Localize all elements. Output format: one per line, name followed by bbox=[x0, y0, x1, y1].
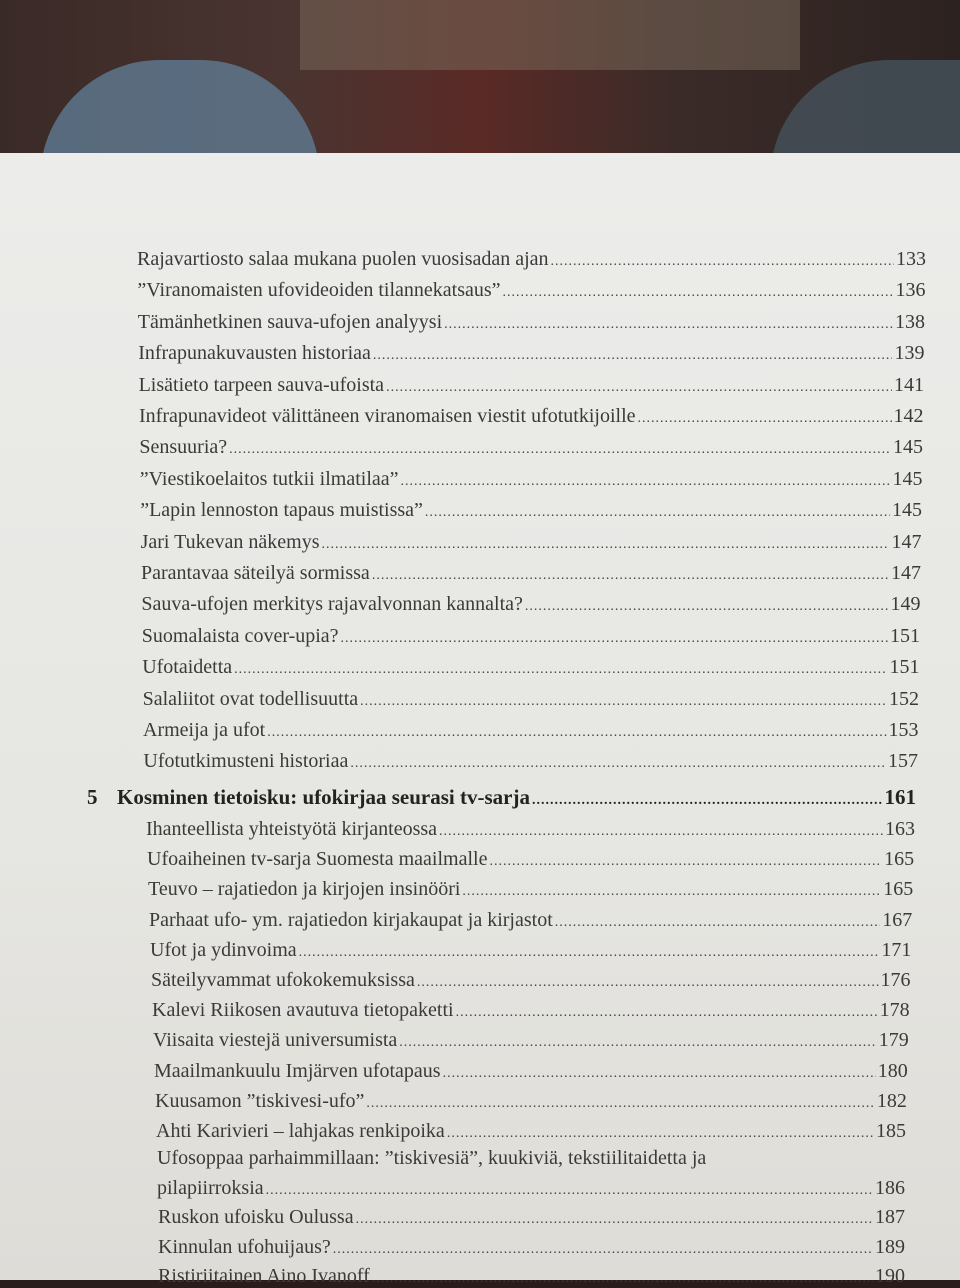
toc-entry-page: 185 bbox=[876, 1120, 906, 1142]
dot-leader bbox=[447, 1120, 874, 1143]
toc-entry-title: Kuusamon ”tiskivesi-ufo” bbox=[155, 1089, 365, 1112]
dot-leader bbox=[372, 1265, 873, 1288]
toc-entry-page: 182 bbox=[876, 1089, 907, 1112]
dot-leader bbox=[321, 531, 889, 554]
toc-entry-title: Ihanteellista yhteistyötä kirjanteossa bbox=[146, 818, 438, 840]
dot-leader bbox=[489, 848, 882, 871]
toc-entry-page: 152 bbox=[888, 687, 919, 710]
toc-entry[interactable] bbox=[146, 818, 915, 841]
toc-entry-title: ”Viestikoelaitos tutkii ilmatilaa” bbox=[139, 467, 399, 490]
toc-entry-title: Infrapunakuvausten historiaa bbox=[138, 342, 371, 365]
toc-entry[interactable] bbox=[157, 1177, 905, 1200]
toc-entry[interactable] bbox=[147, 848, 914, 871]
dot-leader bbox=[234, 656, 887, 679]
toc-entry-page: 153 bbox=[888, 719, 919, 741]
toc-entry[interactable] bbox=[87, 785, 916, 810]
toc-entry-title: Salaliitot ovat todellisuutta bbox=[142, 687, 359, 710]
photo-background bbox=[0, 0, 960, 160]
toc-entry-title: Ristiriitainen Aino Ivanoff bbox=[158, 1265, 370, 1287]
toc-entry-title: Sauva-ufojen merkitys rajavalvonnan kannalta? bbox=[141, 593, 523, 616]
chapter-number: 5 bbox=[87, 785, 98, 809]
toc-entry-page: 145 bbox=[892, 436, 923, 459]
toc-entry-title: Rajavartiosto salaa mukana puolen vuosisadan ajan bbox=[137, 248, 549, 270]
toc-entry-page: 165 bbox=[884, 848, 915, 871]
dot-leader bbox=[525, 593, 889, 616]
toc-entry-title: Kinnulan ufohuijaus? bbox=[158, 1235, 331, 1258]
toc-entry-page: 163 bbox=[885, 818, 915, 840]
dot-leader bbox=[350, 750, 886, 773]
dot-leader bbox=[366, 1090, 874, 1113]
toc-entry-title: Ufot ja ydinvoima bbox=[150, 938, 297, 961]
dot-leader bbox=[462, 878, 881, 901]
toc-entry-title: Kalevi Riikosen avautuva tietopaketti bbox=[152, 999, 454, 1022]
toc-entry-title: Ahti Karivieri – lahjakas renkipoika bbox=[156, 1120, 445, 1142]
toc-entry-page: 186 bbox=[875, 1177, 905, 1199]
toc-entry[interactable] bbox=[142, 656, 919, 679]
toc-entry-title: Teuvo – rajatiedon ja kirjojen insinööri bbox=[148, 878, 461, 901]
toc-entry-page: 151 bbox=[889, 624, 920, 647]
toc-entry-title: Ufotutkimusteni historiaa bbox=[143, 750, 349, 773]
toc-entry[interactable] bbox=[138, 311, 925, 334]
toc-entry[interactable] bbox=[142, 625, 920, 648]
toc-entry-title: Lisätieto tarpeen sauva-ufoista bbox=[138, 373, 385, 396]
toc-entry-title: Maailmankuulu Imjärven ufotapaus bbox=[154, 1059, 441, 1082]
toc-entry[interactable] bbox=[138, 342, 924, 365]
toc-entry-page: 189 bbox=[875, 1235, 905, 1258]
toc-entry-title: Tämänhetkinen sauva-ufojen analyysi bbox=[137, 310, 443, 333]
toc-entry-title: Infrapunavideot välittäneen viranomaisen viestit ufotutkijoille bbox=[139, 405, 636, 427]
toc-entry-page: 180 bbox=[877, 1059, 908, 1082]
toc-entry-page: 190 bbox=[875, 1265, 905, 1287]
toc-entry-page: 147 bbox=[891, 562, 921, 584]
toc-entry-page: 178 bbox=[879, 999, 910, 1022]
toc-entry[interactable] bbox=[137, 248, 926, 271]
toc-entry[interactable] bbox=[158, 1206, 905, 1229]
toc-entry-page: 167 bbox=[882, 908, 913, 931]
toc-entry-page: 138 bbox=[894, 310, 925, 333]
toc-entry-page: 145 bbox=[891, 499, 922, 522]
toc-entry[interactable] bbox=[139, 436, 923, 459]
toc-entry[interactable] bbox=[155, 1090, 907, 1113]
dot-leader bbox=[532, 785, 883, 810]
toc-entry[interactable] bbox=[141, 593, 920, 616]
toc-entry-title: Ufoaiheinen tv-sarja Suomesta maailmalle bbox=[147, 848, 488, 871]
toc-entry[interactable] bbox=[158, 1236, 905, 1259]
dot-leader bbox=[439, 818, 883, 841]
toc-entry-page: 151 bbox=[889, 656, 920, 679]
toc-entry[interactable] bbox=[154, 1060, 908, 1083]
toc-entry[interactable] bbox=[141, 531, 922, 554]
dot-leader bbox=[372, 562, 889, 585]
toc-entry[interactable] bbox=[148, 878, 913, 901]
toc-entry-page: 136 bbox=[895, 279, 926, 302]
toc-entry[interactable] bbox=[152, 999, 910, 1022]
toc-entry-page: 147 bbox=[891, 530, 922, 553]
toc-entry[interactable] bbox=[139, 405, 924, 428]
dot-leader bbox=[373, 342, 893, 365]
dot-leader bbox=[401, 468, 891, 491]
toc-entry[interactable] bbox=[143, 750, 918, 773]
toc-entry-page: 179 bbox=[878, 1029, 909, 1052]
dot-leader bbox=[266, 1177, 873, 1200]
toc-entry-page: 157 bbox=[887, 750, 918, 773]
toc-entry[interactable] bbox=[151, 969, 911, 992]
toc-entry-title: Jari Tukevan näkemys bbox=[140, 530, 320, 553]
dot-leader bbox=[386, 374, 892, 397]
toc-entry-page: 145 bbox=[892, 467, 923, 490]
toc-entry-title: ”Lapin lennoston tapaus muistissa” bbox=[140, 499, 423, 522]
toc-entry-title: pilapiirroksia bbox=[157, 1177, 264, 1199]
toc-entry-page: 161 bbox=[884, 785, 916, 809]
toc-entry[interactable] bbox=[153, 1029, 909, 1052]
dot-leader bbox=[341, 625, 888, 648]
dot-leader bbox=[229, 436, 891, 459]
dot-leader bbox=[399, 1029, 876, 1052]
toc-entry[interactable] bbox=[139, 374, 924, 397]
toc-entry[interactable] bbox=[150, 939, 911, 962]
dot-leader bbox=[360, 688, 887, 711]
toc-entry-page: 187 bbox=[875, 1206, 905, 1228]
dot-leader bbox=[299, 939, 880, 962]
toc-entry-title: Armeija ja ufot bbox=[143, 719, 266, 741]
dot-leader bbox=[267, 719, 886, 742]
toc-entry-page: 165 bbox=[883, 878, 914, 901]
toc-entry-title: ”Viranomaisten ufovideoiden tilannekatsaus” bbox=[137, 279, 501, 302]
toc-entry-title: Parantavaa säteilyä sormissa bbox=[141, 562, 370, 584]
toc-entry-title: Ruskon ufoisku Oulussa bbox=[158, 1206, 354, 1228]
toc-entry[interactable] bbox=[137, 279, 925, 302]
dot-leader bbox=[443, 1060, 876, 1083]
toc-entry[interactable] bbox=[143, 719, 919, 742]
toc-entry-title-line1[interactable]: Ufosoppaa parhaimmillaan: ”tiskivesiä”, kuukiviä, tekstiilitaidetta ja bbox=[157, 1147, 707, 1169]
toc-entry[interactable] bbox=[140, 499, 922, 522]
toc-entry-page: 139 bbox=[894, 342, 925, 365]
book-page bbox=[0, 153, 960, 1287]
toc-entry[interactable] bbox=[141, 562, 921, 585]
toc-entry-page: 171 bbox=[881, 938, 912, 961]
toc-entry[interactable] bbox=[158, 1265, 905, 1288]
dot-leader bbox=[503, 279, 894, 302]
toc-entry[interactable] bbox=[149, 909, 912, 932]
toc-entry-title: Parhaat ufo- ym. rajatiedon kirjakaupat ja kirjastot bbox=[149, 908, 553, 931]
toc-entry-page: 141 bbox=[893, 373, 924, 396]
toc-entry-page: 142 bbox=[893, 405, 924, 427]
dot-leader bbox=[356, 1206, 873, 1229]
dot-leader bbox=[425, 499, 890, 522]
toc-entry-page: 176 bbox=[880, 969, 911, 991]
toc-entry-title: Sensuuria? bbox=[139, 436, 228, 459]
dot-leader bbox=[333, 1236, 873, 1259]
toc-entry[interactable] bbox=[143, 688, 919, 711]
dot-leader bbox=[444, 311, 893, 334]
dot-leader bbox=[417, 969, 879, 992]
dot-leader bbox=[456, 999, 878, 1022]
dot-leader bbox=[551, 248, 894, 271]
toc-entry[interactable] bbox=[156, 1120, 906, 1143]
dot-leader bbox=[638, 405, 892, 428]
toc-entry[interactable] bbox=[140, 468, 923, 491]
toc-entry-title: Suomalaista cover-upia? bbox=[141, 624, 339, 647]
toc-entry-title: Säteilyvammat ufokokemuksissa bbox=[151, 969, 415, 991]
toc-entry-page: 149 bbox=[890, 593, 921, 616]
toc-entry-title: Viisaita viestejä universumista bbox=[153, 1029, 398, 1052]
chapter-title: Kosminen tietoisku: ufokirjaa seurasi tv-sarja bbox=[117, 785, 530, 809]
toc-entry-title: Ufotaidetta bbox=[142, 656, 233, 679]
dot-leader bbox=[555, 909, 881, 932]
toc-entry-page: 133 bbox=[896, 248, 926, 270]
